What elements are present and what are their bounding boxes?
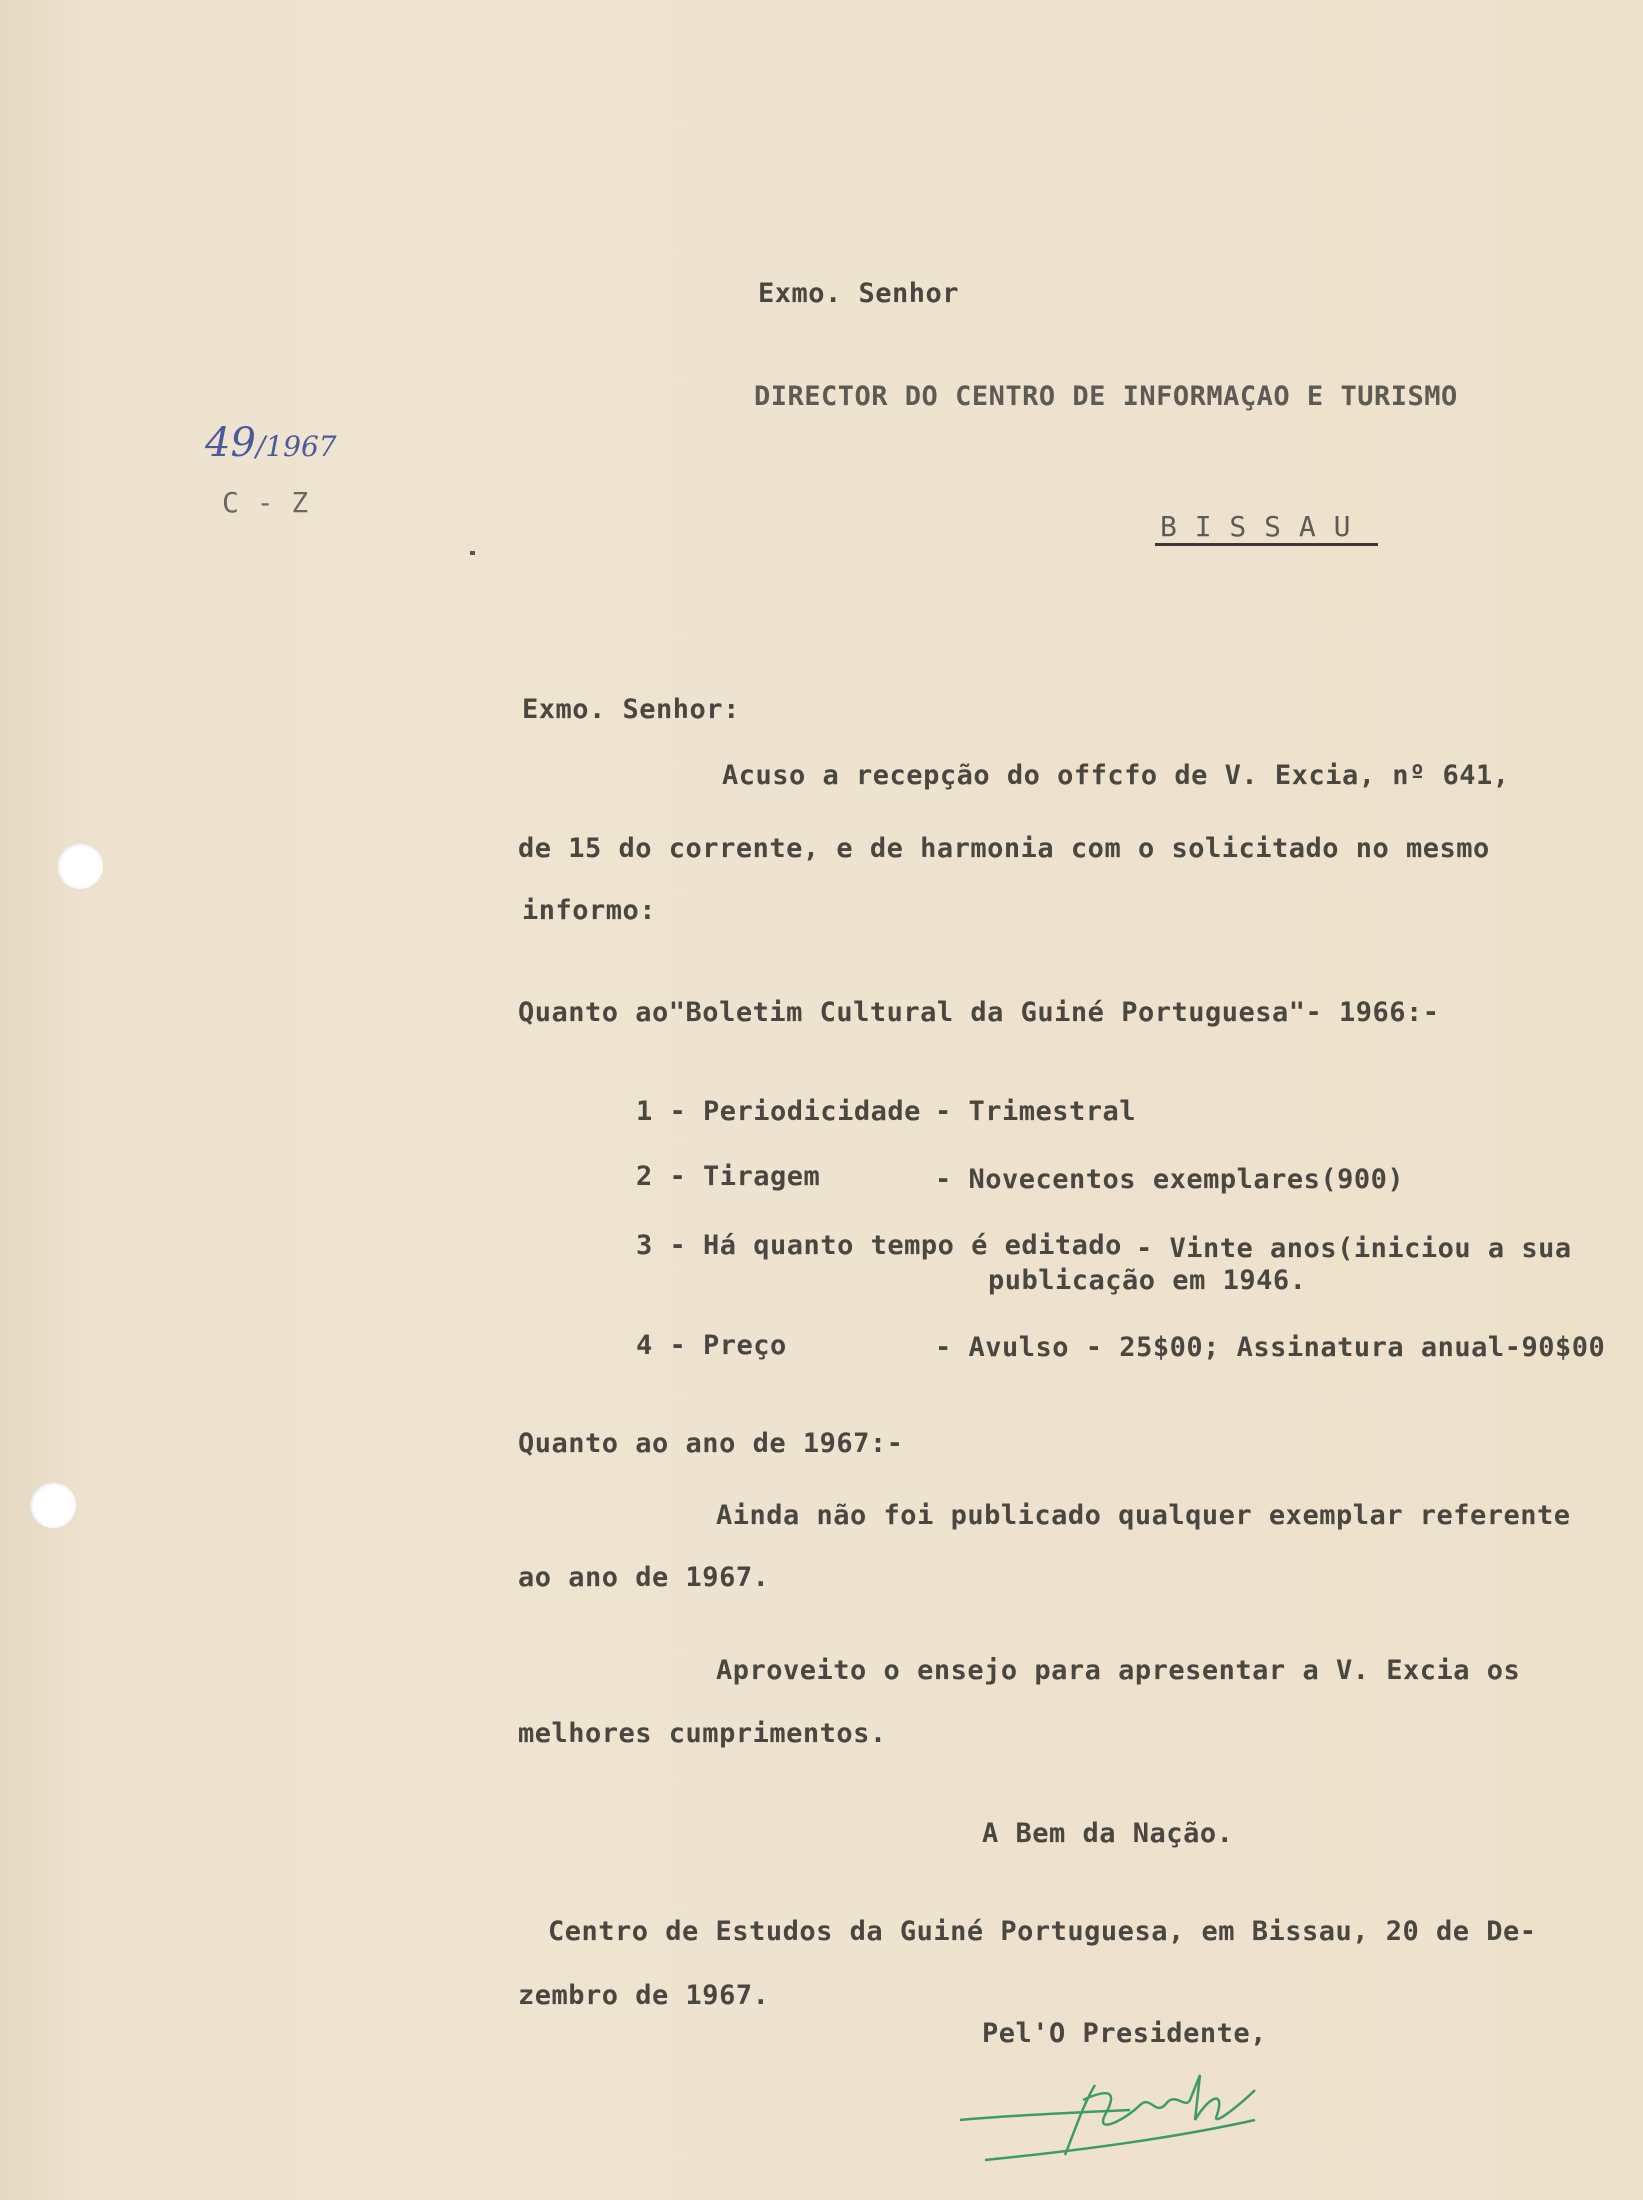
tick-mark — [470, 551, 475, 555]
heading-salutation: Exmo. Senhor — [758, 278, 960, 309]
item-3-value: - Vinte anos(iniciou a sua — [1136, 1233, 1572, 1264]
place-date-line-2: zembro de 1967. — [518, 1980, 770, 2011]
item-3-value-continued: publicação em 1946. — [988, 1265, 1307, 1296]
item-4-value: - Avulso - 25$00; Assinatura anual-90$00 — [935, 1332, 1606, 1363]
item-4-label: 4 - Preço — [636, 1330, 787, 1361]
punch-hole-bottom — [30, 1482, 76, 1528]
item-2-value: - Novecentos exemplares(900) — [935, 1164, 1405, 1195]
paragraph-2-line-2: ao ano de 1967. — [518, 1562, 770, 1593]
item-1-value: - Trimestral — [935, 1096, 1137, 1127]
margin-code: C - Z — [222, 486, 309, 519]
place-date-line-1: Centro de Estudos da Guiné Portuguesa, em Bissau, 20 de De- — [548, 1916, 1537, 1947]
paragraph-1-line-3: informo: — [522, 895, 657, 926]
paragraph-2-line-1: Ainda não foi publicado qualquer exemplar referente — [716, 1500, 1571, 1531]
section-heading-1967: Quanto ao ano de 1967:- — [518, 1428, 904, 1459]
item-2-label: 2 - Tiragem — [636, 1161, 821, 1192]
city-underline — [1155, 543, 1378, 546]
item-1-label: 1 - Periodicidade — [636, 1096, 921, 1127]
closing-motto: A Bem da Nação. — [982, 1818, 1234, 1849]
heading-city: B I S S A U — [1160, 510, 1351, 543]
punch-hole-top — [57, 843, 103, 889]
item-3-label: 3 - Há quanto tempo é editado — [636, 1230, 1122, 1261]
section-heading-1966: Quanto ao"Boletim Cultural da Guiné Portuguesa"- 1966:- — [518, 997, 1440, 1028]
paragraph-3-line-1: Aproveito o ensejo para apresentar a V. Excia os — [716, 1655, 1521, 1686]
greeting: Exmo. Senhor: — [522, 694, 740, 725]
paragraph-3-line-2: melhores cumprimentos. — [518, 1718, 887, 1749]
paragraph-1-line-2: de 15 do corrente, e de harmonia com o solicitado no mesmo — [518, 833, 1490, 864]
paragraph-1-line-1: Acuso a recepção do offcfo de V. Excia, nº 641, — [722, 760, 1510, 791]
margin-reference-number: 49/1967 — [205, 420, 337, 466]
handwritten-signature — [955, 2060, 1285, 2170]
heading-addressee: DIRECTOR DO CENTRO DE INFORMAÇAO E TURISMO — [754, 381, 1458, 412]
signoff: Pel'O Presidente, — [982, 2018, 1267, 2049]
